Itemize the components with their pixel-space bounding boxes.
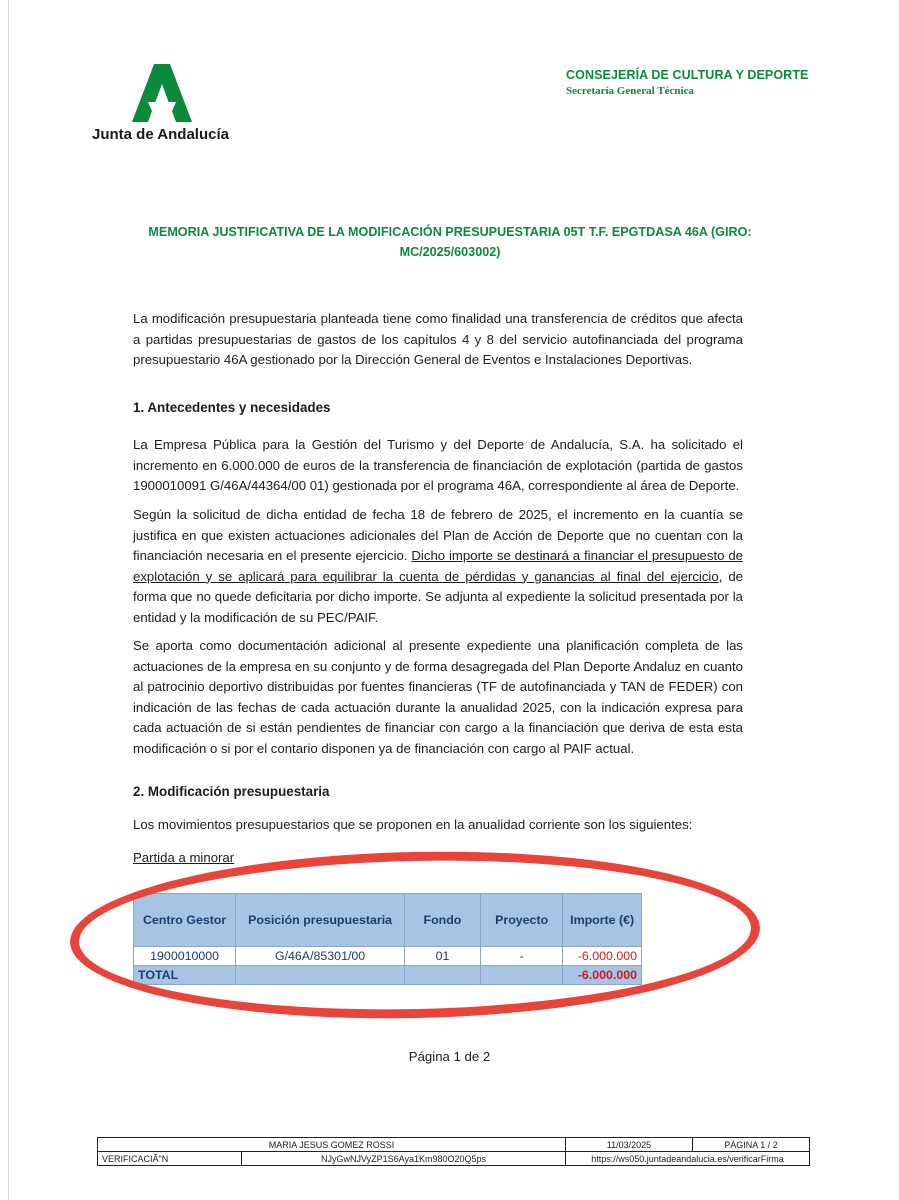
cell-centro-gestor: 1900010000 — [134, 947, 236, 966]
signature-table — [97, 1137, 810, 1166]
logo-text: Junta de Andalucía — [92, 126, 229, 143]
col-header-proyecto: Proyecto — [480, 894, 562, 947]
section-2-intro: Los movimientos presupuestarios que se proponen en la anualidad corriente son los siguientes: — [133, 817, 693, 832]
department-block — [566, 68, 809, 97]
col-header-fondo: Fondo — [404, 894, 480, 947]
total-empty-cell — [480, 966, 562, 985]
page-edge — [8, 0, 9, 1200]
paragraph-2-underlined-text: Dicho importe se destinará a financiar el presupuesto de explotación y se aplicará para equilibrar la cuenta de pérdidas y ganancias al final del ejercicio — [133, 548, 744, 584]
document-title: MEMORIA JUSTIFICATIVA DE LA MODIFICACIÓN PRESUPUESTARIA 05T T.F. EPGTDASA 46A (GIRO: MC/2025/603002) — [148, 225, 752, 259]
sub-department-name: Secretaría General Técnica — [566, 85, 694, 97]
col-header-posicion: Posición presupuestaria — [236, 894, 405, 947]
signature-row — [98, 1138, 810, 1152]
table-header-row — [134, 894, 642, 947]
verification-row — [98, 1152, 810, 1166]
intro-paragraph: La modificación presupuestaria planteada tiene como finalidad una transferencia de créditos que afecta a partidas presupuestarias de gastos de los capítulos 4 y 8 del servicio autofinanciada del programa presupuestario 46A gestionado por la Dirección General de Eventos e Instalaciones Deportivas. — [133, 311, 743, 367]
section-1-paragraph-1: La Empresa Pública para la Gestión del Turismo y del Deporte de Andalucía, S.A. ha solicitado el incremento en 6.000.000 de euros de la transferencia de financiación de explotación (partida de gastos 1900010091 G/46A/44364/00 01) gestionada por el programa 46A, correspondiente al área de Deporte. — [133, 437, 743, 493]
department-name: CONSEJERÍA DE CULTURA Y DEPORTE — [566, 68, 809, 82]
section-1-paragraph-3: Se aporta como documentación adicional al presente expediente una planificación completa de las actuaciones de la empresa en su conjunto y de forma desagregada del Plan Deporte Andaluz en cuanto al patrocinio deportivo distribuidas por fuentes financieras (TF de autofinanciada y TAN de FEDER) con indicación de las fechas de cada actuación durante la anualidad 2025, con la indicación expresa para cada actuación de si están pendientes de financiar con cargo a la financiación que deriva de esta esta modificación o si por el contario disponen ya de financiación con cargo al PAIF actual. — [133, 638, 743, 756]
partida-label: Partida a minorar — [133, 850, 235, 865]
section-2-heading: 2. Modificación presupuestaria — [133, 784, 330, 799]
paragraph-2-text-start: Según la solicitud de dicha entidad de fecha 18 de febrero de 2025, el incremento en la cuantía se justifica en que existen actuaciones adicionales del Plan de Acción de Deporte que no cuentan con la financiación necesaria en el presente ejercicio. — [133, 507, 743, 563]
verification-url[interactable]: https://ws050.juntadeandalucia.es/verificarFirma — [566, 1152, 810, 1166]
paragraph-2-text-end: , de forma que no quede deficitaria por dicho importe. Se adjunta al expediente la solicitud presentada por la entidad y la modificación de su PEC/PAIF. — [133, 568, 743, 625]
junta-a-icon — [132, 64, 192, 122]
total-label: TOTAL — [134, 966, 236, 985]
table-row — [134, 947, 642, 966]
cell-fondo: 01 — [404, 947, 480, 966]
cell-posicion: G/46A/85301/00 — [236, 947, 405, 966]
page-number: Página 1 de 2 — [408, 1049, 491, 1064]
budget-table — [133, 893, 642, 985]
verification-label: VERIFICACIÃ"N — [98, 1152, 242, 1166]
verification-code: NJyGwNJVyZP1S6Aya1Km980O20Q5ps — [242, 1152, 566, 1166]
signature-page: PÁGINA 1 / 2 — [693, 1138, 810, 1152]
col-header-centro-gestor: Centro Gestor — [134, 894, 236, 947]
section-1-paragraph-2 — [133, 505, 743, 628]
cell-importe: -6.000.000 — [563, 947, 642, 966]
junta-logo — [92, 64, 237, 148]
total-empty-cell — [404, 966, 480, 985]
col-header-importe: Importe (€) — [563, 894, 642, 947]
cell-proyecto: - — [480, 947, 562, 966]
total-empty-cell — [236, 966, 405, 985]
total-amount: -6.000.000 — [563, 966, 642, 985]
section-1-heading: 1. Antecedentes y necesidades — [133, 400, 331, 415]
table-total-row — [134, 966, 642, 985]
signer-name: MARIA JESUS GOMEZ ROSSI — [98, 1138, 566, 1152]
signature-date: 11/03/2025 — [566, 1138, 693, 1152]
